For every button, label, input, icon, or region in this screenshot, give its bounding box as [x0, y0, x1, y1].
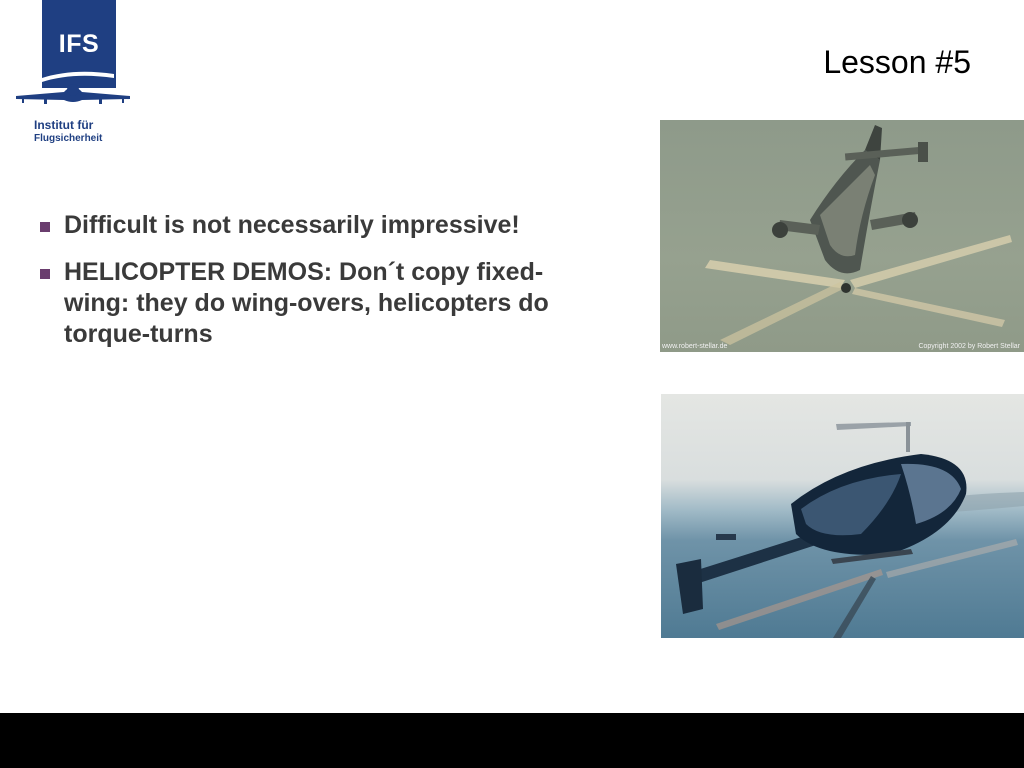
airplane-icon [14, 60, 132, 110]
bullet-text: HELICOPTER DEMOS: Don´t copy fixed-wing: they do wing-overs, helicopters do torque-turns [64, 258, 549, 348]
bullet-list [36, 210, 556, 366]
footer-bar [0, 713, 1024, 768]
logo-name [14, 118, 132, 144]
bullet-marker-icon [40, 269, 50, 279]
logo-line2: Flugsicherheit [34, 133, 103, 144]
logo-line1: Institut für [34, 118, 94, 132]
photo-caption-left: www.robert-stellar.de [662, 343, 728, 350]
bullet-text: Difficult is not necessarily impressive! [64, 211, 520, 239]
helicopter-photo-top [660, 120, 1024, 352]
bullet-item [36, 257, 556, 350]
helicopter-illustration [661, 394, 1024, 638]
bullet-item [36, 210, 556, 241]
photo-caption-right: Copyright 2002 by Robert Stellar [918, 343, 1020, 350]
bullet-marker-icon [40, 222, 50, 232]
slide-title: Lesson #5 [823, 44, 971, 80]
helicopter-illustration [660, 120, 1024, 352]
helicopter-photo-bottom [661, 394, 1024, 638]
ifs-logo [14, 0, 132, 150]
logo-text: IFS [58, 30, 100, 58]
